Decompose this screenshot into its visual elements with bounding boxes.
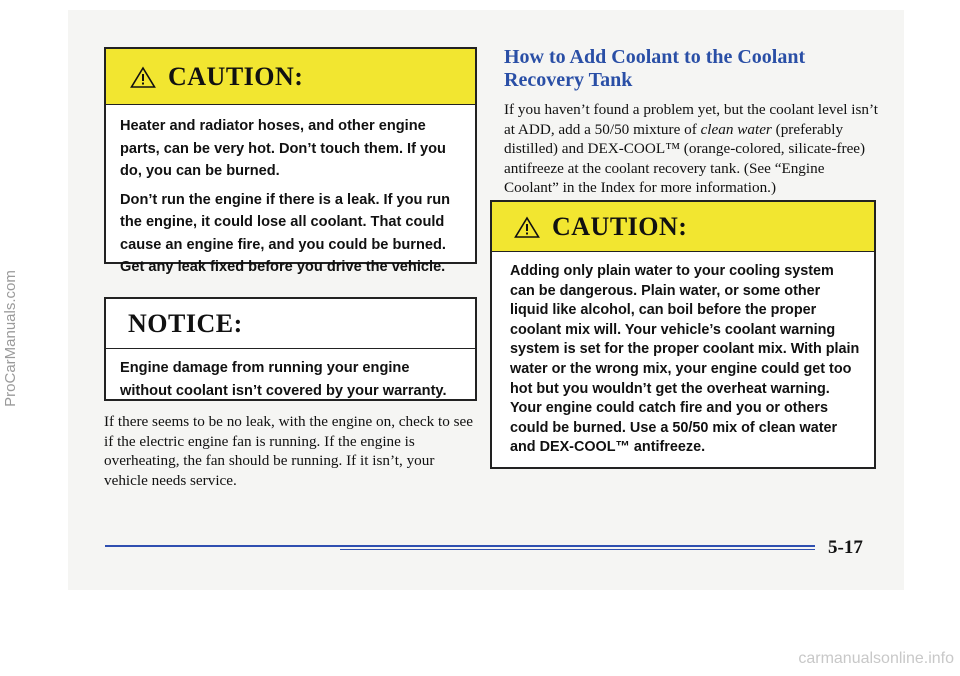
caution-title: CAUTION: [552,211,688,241]
fan-check-paragraph: If there seems to be no leak, with the engine on, check to see if the electric engine fan is running. If the engine is overheating, the fan should be running. If it isn’t, your vehicle needs service. [104,413,474,489]
caution-paragraph: Don’t run the engine if there is a leak. If you run the engine, it could lose all coolant. That could cause an engine fire, and you could be burned. Get any leak fixed before you drive the vehicle. [120,191,451,275]
notice-text: Engine damage from running your engine without coolant isn’t covered by your warranty. [120,360,447,399]
footer-rule-thin [340,549,815,550]
caution-header [106,49,475,105]
footer-rule [105,545,815,547]
caution-body [106,105,475,279]
notice-header [106,299,475,349]
caution-paragraph: Adding only plain water to your cooling system can be dangerous. Plain water, or some other liquid like alcohol, can boil before the proper coolant mix will. Your vehicle’s coolant warning system is set for the proper coolant mix. With plain water or the wrong mix, your engine could get too hot but you wouldn’t get the overheat warning. Your engine could catch fire and you or others could be burned. Use a 50/50 mix of clean water and DEX-COOL™ antifreeze. [510,263,860,456]
caution-box-hoses [104,47,477,275]
bottom-watermark: carmanualsonline.info [798,650,954,667]
paragraph-italic: clean water [700,120,772,138]
notice-box [104,297,477,401]
side-watermark [2,0,18,676]
paragraph-text: (preferably distilled) and DEX-COOL™ (orange-colored, silicate-free) antifreeze at the coolant recovery tank. (See “Engine Coolant” in the Index for more information.) [504,120,866,197]
add-coolant-paragraph [504,100,878,198]
notice-title: NOTICE: [128,308,243,338]
warning-triangle-icon [514,216,540,238]
caution-title: CAUTION: [168,61,304,91]
section-heading: How to Add Coolant to the Coolant Recovery Tank [504,46,806,91]
caution-header [492,202,874,252]
warning-triangle-icon [130,66,156,88]
side-watermark-text: ProCarManuals.com [1,269,19,407]
caution-body [492,252,874,458]
caution-paragraph: Heater and radiator hoses, and other engine parts, can be very hot. Don’t touch them. If you do, you can be burned. [120,118,446,179]
page-number: 5-17 [828,537,863,558]
notice-body [106,349,475,402]
paragraph-text: If you haven’t found a problem yet, but the coolant level isn’t at ADD, add a 50/50 mixture of [504,101,878,138]
caution-box-plain-water [490,200,876,469]
